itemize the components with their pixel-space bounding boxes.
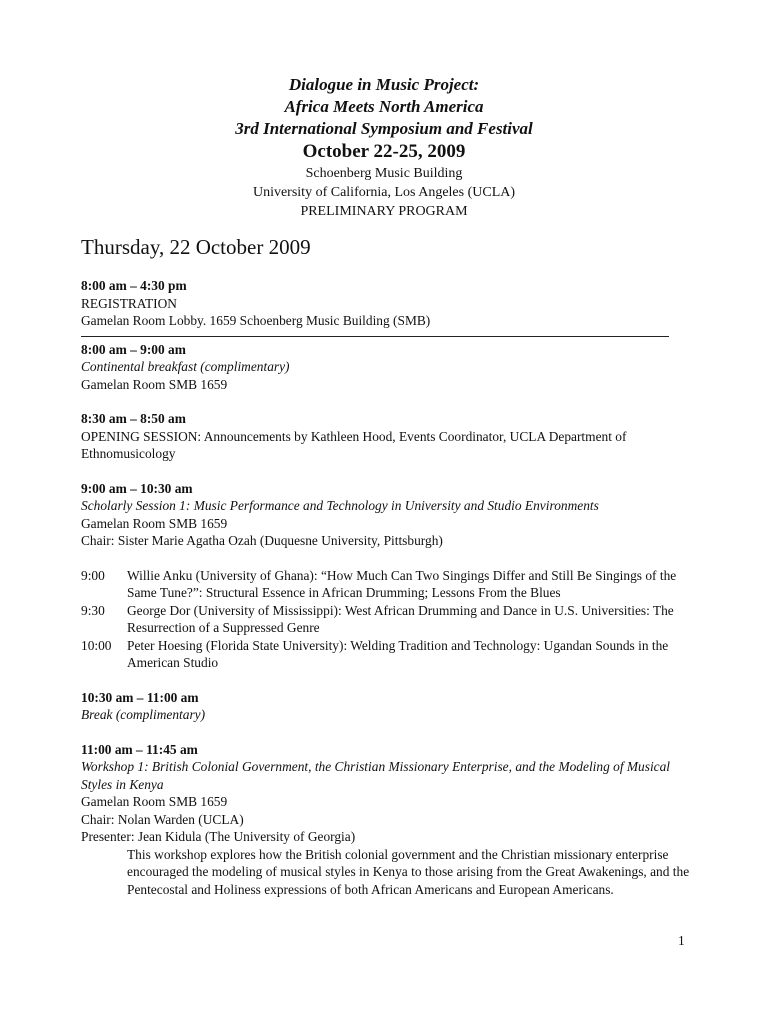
session1-time: 9:00 am – 10:30 am	[81, 480, 193, 496]
talk-time: 10:00	[81, 637, 112, 653]
opening-time: 8:30 am – 8:50 am	[81, 411, 186, 426]
workshop1-time: 11:00 am – 11:45 am	[81, 741, 198, 757]
section-divider	[81, 336, 669, 337]
session1-title: Scholarly Session 1: Music Performance and Technology in University and Studio Environments	[81, 498, 599, 513]
breakfast-block	[81, 341, 701, 394]
project-subtitle: Africa Meets North America	[284, 97, 484, 116]
project-title: Dialogue in Music Project:	[288, 75, 480, 94]
registration-title: REGISTRATION	[81, 295, 177, 311]
session1-block	[81, 480, 701, 550]
program-header	[0, 74, 768, 221]
registration-location: Gamelan Room Lobby. 1659 Schoenberg Music Building (SMB)	[81, 313, 431, 328]
symposium-title: 3rd International Symposium and Festival	[235, 119, 533, 138]
day-heading: Thursday, 22 October 2009	[81, 235, 311, 259]
workshop1-location: Gamelan Room SMB 1659	[81, 794, 228, 809]
talk-time: 9:30	[81, 602, 105, 618]
opening-description: OPENING SESSION: Announcements by Kathleen Hood, Events Coordinator, UCLA Department of Ethnomusicology	[81, 428, 627, 461]
talk-time: 9:00	[81, 567, 105, 583]
breakfast-title: Continental breakfast (complimentary)	[81, 359, 290, 374]
talk-item	[81, 567, 701, 602]
registration-time: 8:00 am – 4:30 pm	[81, 278, 187, 293]
workshop1-chair: Chair: Nolan Warden (UCLA)	[81, 811, 244, 827]
break-block	[81, 689, 701, 724]
talk-text: George Dor (University of Mississippi): West African Drumming and Dance in U.S. Universities: The Resurrection of a Suppressed Genre	[127, 602, 674, 635]
session1-location: Gamelan Room SMB 1659	[81, 515, 228, 531]
talk-item	[81, 602, 701, 637]
workshop1-block	[81, 741, 701, 899]
break-title: Break (complimentary)	[81, 707, 206, 722]
opening-block	[81, 410, 701, 463]
institution-name: University of California, Los Angeles (UCLA)	[252, 185, 516, 200]
page-number: 1	[678, 933, 685, 948]
workshop1-presenter: Presenter: Jean Kidula (The University of Georgia)	[81, 829, 356, 844]
session1-talks	[81, 567, 701, 672]
schedule	[81, 277, 701, 915]
talk-text: Willie Anku (University of Ghana): “How Much Can Two Singings Differ and Still Be Singings of the Same Tune?”: Structural Essence in African Drumming; Lessons From the Blues	[127, 567, 677, 600]
talk-text: Peter Hoesing (Florida State University): Welding Tradition and Technology: Ugandan Sounds in the American Studio	[127, 637, 669, 670]
breakfast-time: 8:00 am – 9:00 am	[81, 341, 186, 357]
breakfast-location: Gamelan Room SMB 1659	[81, 376, 228, 392]
program-label: PRELIMINARY PROGRAM	[300, 204, 468, 219]
workshop1-title: Workshop 1: British Colonial Government, the Christian Missionary Enterprise, and the Modeling of Musical Styles in Kenya	[81, 759, 671, 792]
event-dates: October 22-25, 2009	[302, 141, 466, 162]
workshop1-description: This workshop explores how the British colonial government and the Christian missionary enterprise encouraged the modeling of musical styles in Kenya to those arising from the Great Awakenings, and the Pentecostal and Holiness expressions of both African Americans and European Americans.	[127, 846, 690, 897]
registration-block	[81, 277, 701, 330]
break-time: 10:30 am – 11:00 am	[81, 689, 199, 705]
session1-chair: Chair: Sister Marie Agatha Ozah (Duquesne University, Pittsburgh)	[81, 533, 443, 548]
venue-name: Schoenberg Music Building	[305, 166, 463, 181]
talk-item	[81, 637, 701, 672]
